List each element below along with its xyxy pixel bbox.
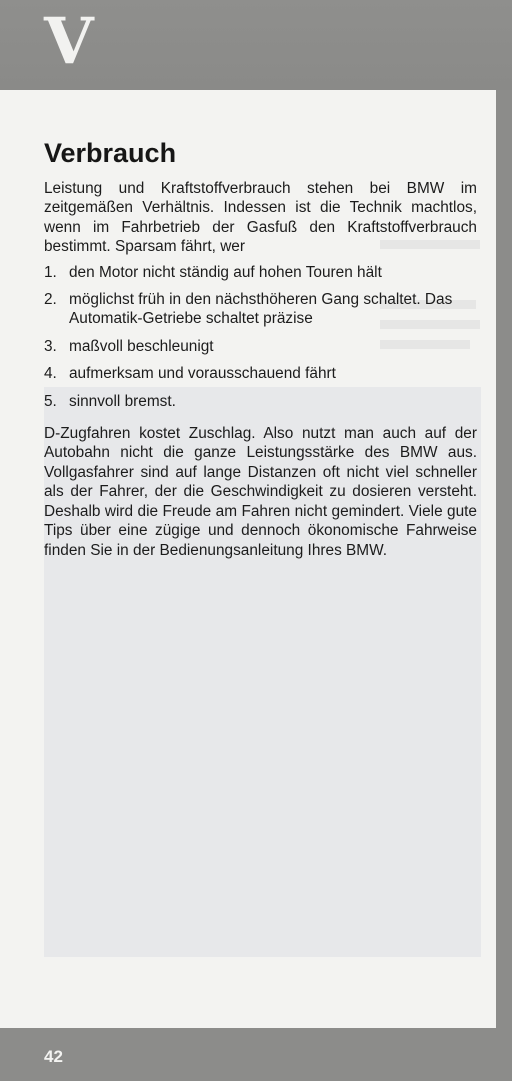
list-text: den Motor nicht ständig auf hohen Touren hält	[69, 263, 382, 281]
list-number: 3.	[44, 337, 57, 355]
page-content	[44, 136, 477, 560]
tips-list	[44, 263, 477, 411]
list-number: 1.	[44, 263, 57, 281]
list-text: aufmerksam und vorausschauend fährt	[69, 365, 336, 383]
page-number: 42	[44, 1047, 63, 1066]
list-item	[44, 392, 477, 411]
list-number: 2.	[44, 291, 57, 309]
list-item	[44, 337, 477, 356]
right-margin-band	[496, 90, 512, 1028]
list-text: maßvoll beschleunigt	[69, 337, 214, 355]
list-item	[44, 364, 477, 383]
list-text: sinnvoll bremst.	[69, 392, 176, 410]
intro-paragraph: Leistung und Kraftstoffverbrauch stehen bei BMW im zeitgemäßen Verhältnis. Indessen ist die Technik machtlos, wenn im Fahrbetrieb der Gasfuß den Kraftstoffverbrauch bestimmt. Sparsam fährt, wer	[44, 180, 477, 256]
list-number: 4.	[44, 365, 57, 383]
list-text: möglichst früh in den nächsthöheren Gang schaltet. Das Automatik-Getriebe schaltet präzise	[69, 291, 453, 328]
bottom-band	[0, 1028, 512, 1081]
list-number: 5.	[44, 392, 57, 410]
list-item	[44, 263, 477, 282]
page-heading: Verbrauch	[44, 138, 177, 168]
body-paragraph: D-Zugfahren kostet Zuschlag. Also nutzt man auch auf der Autobahn nicht die ganze Leistungsstärke des BMW aus. Vollgasfahrer sind auf lange Distanzen oft nicht viel schneller als der Fahrer, der die Geschwindigkeit zu dosieren versteht. Deshalb wird die Freude am Fahren nicht gemindert. Viele gute Tips über eine zügige und dennoch ökonomische Fahrweise finden Sie in der Bedienungsanleitung Ihres BMW.	[44, 425, 477, 559]
list-item	[44, 290, 477, 329]
section-letter: V	[44, 4, 94, 79]
